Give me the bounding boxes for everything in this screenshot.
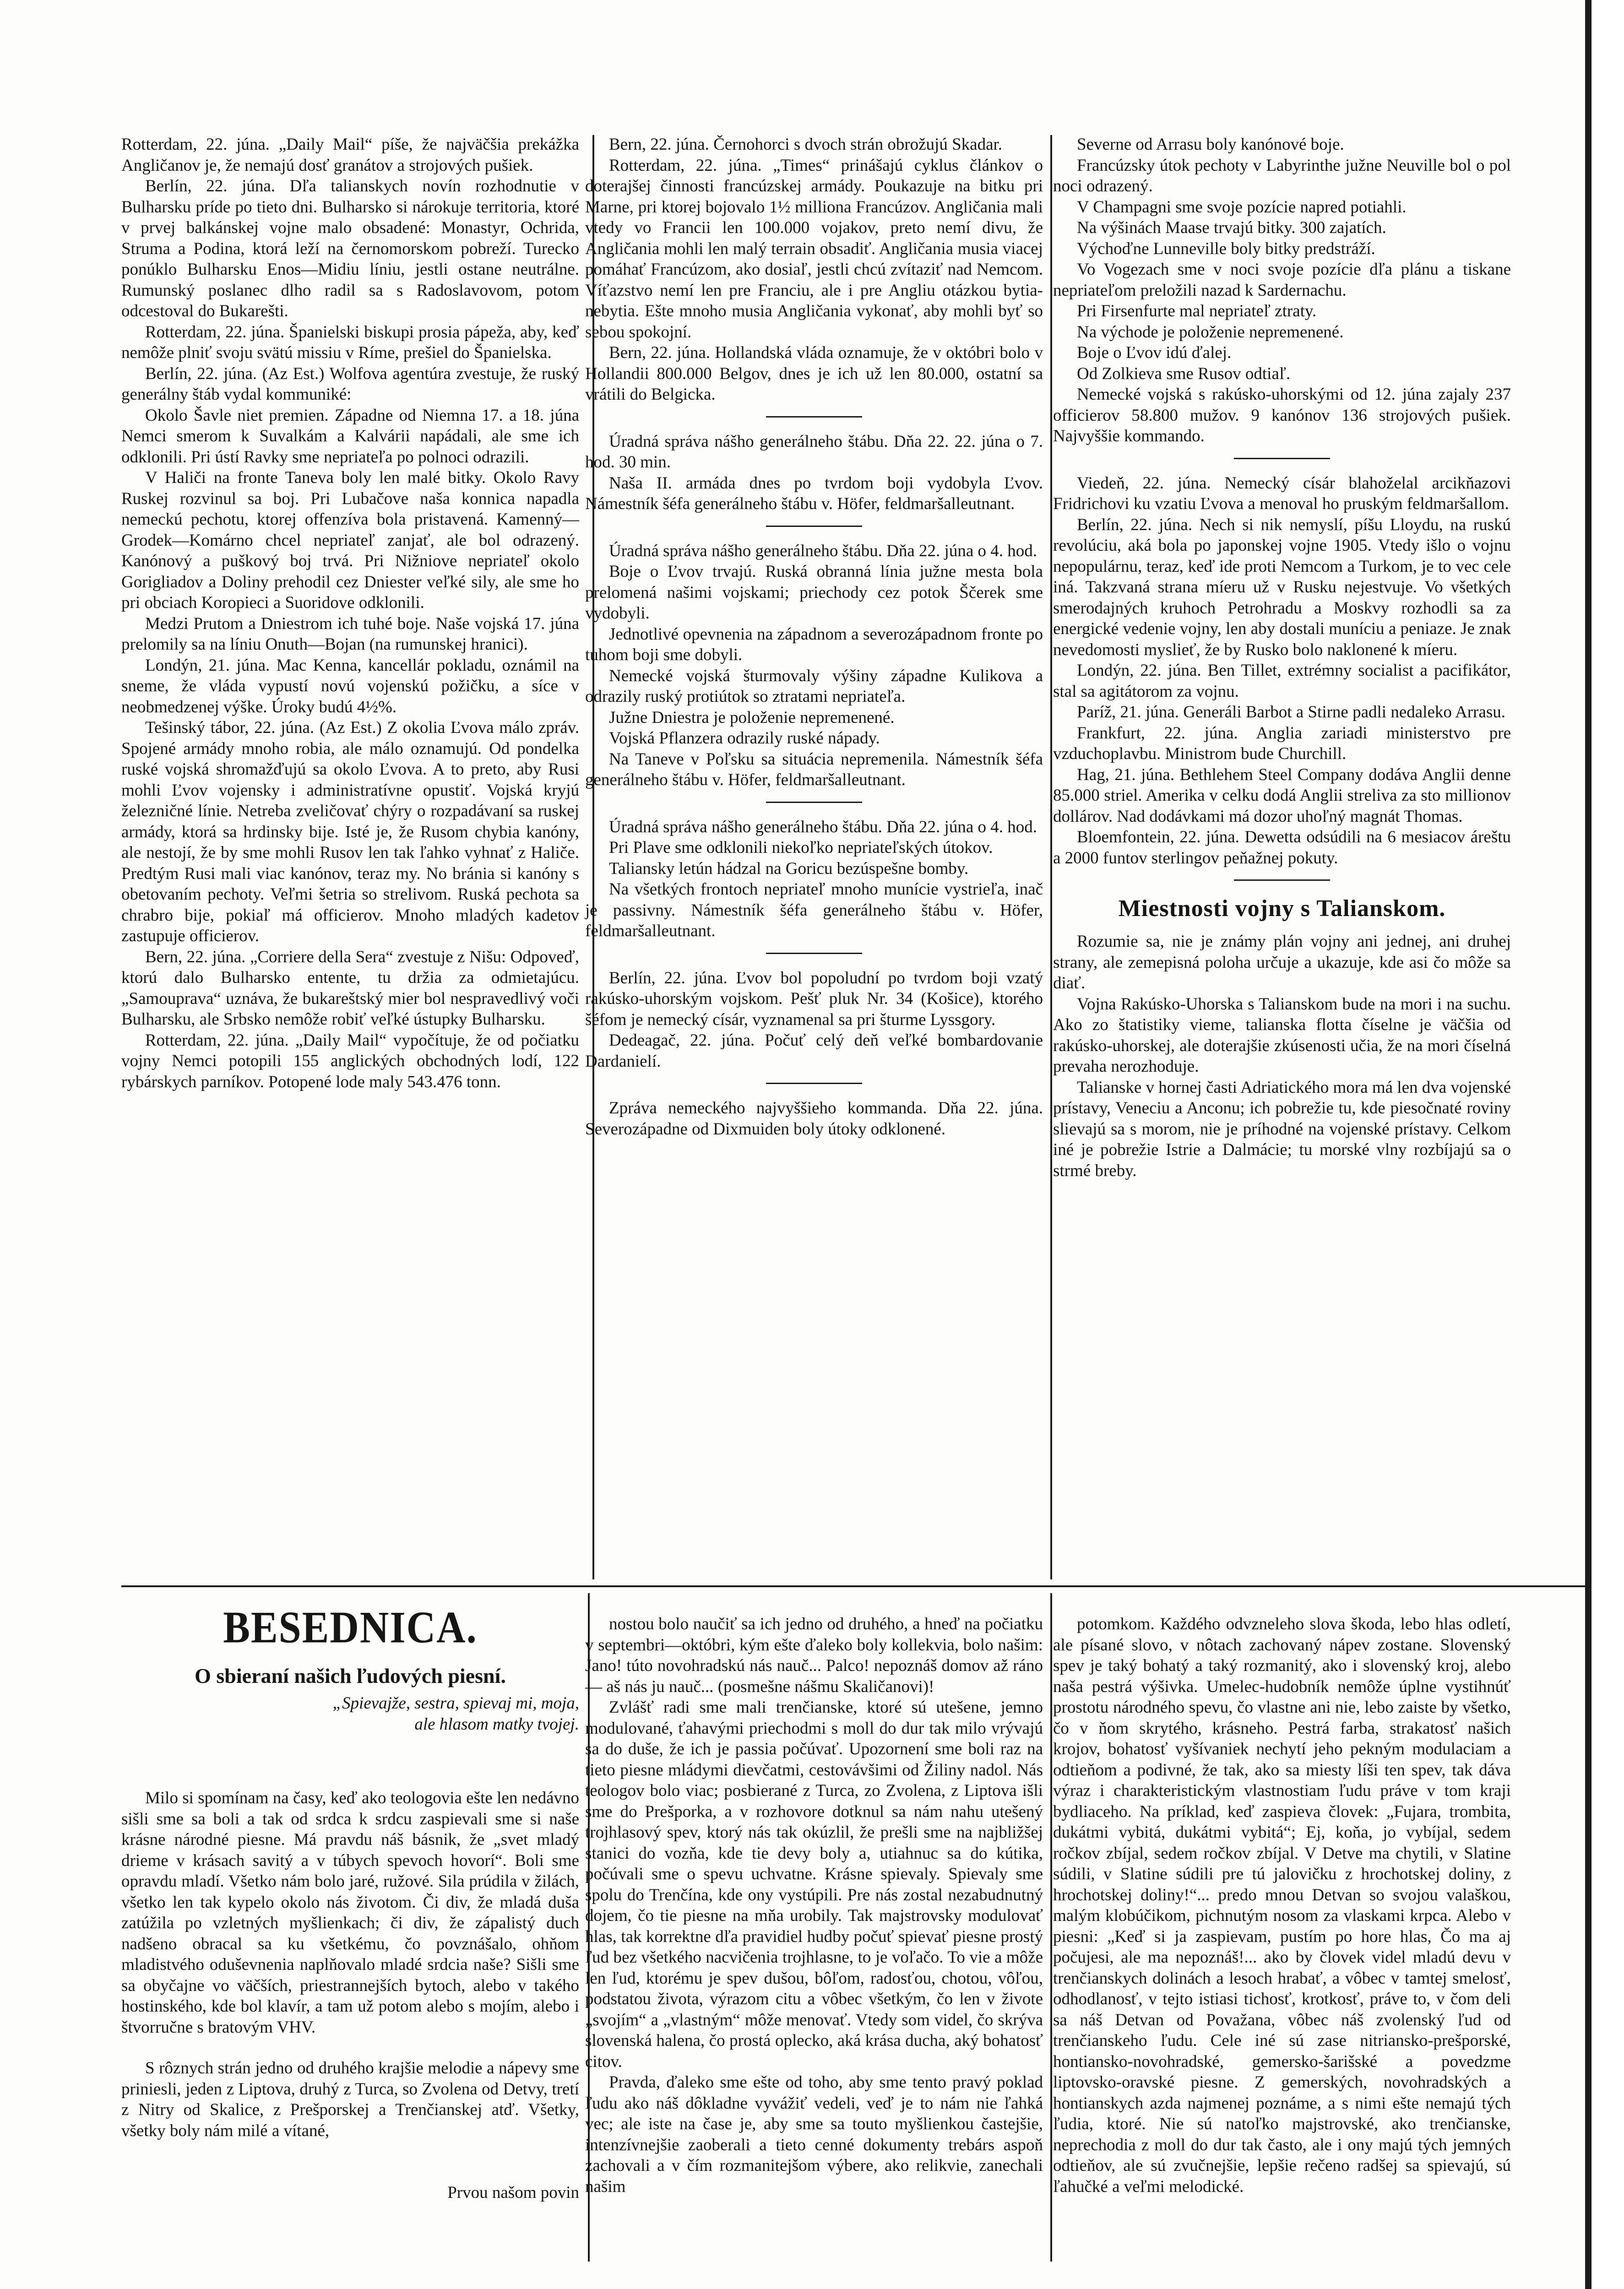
news-column-2 <box>585 134 1043 1139</box>
continuation-text: Prvou našom povin <box>447 2183 579 2202</box>
section-rule <box>766 526 862 527</box>
feuilleton-column-1 <box>121 1788 579 2203</box>
news-item: Bern, 22. júna. Hollandská vláda oznamuje, že v októbri bolo v Hollandii 800.000 Belgov, dnes je ich už len 80.000, ostatní sa vrátili do Belgicka. <box>585 343 1043 404</box>
news-item: Londýn, 22. júna. Ben Tillet, extrémny socialist a pacifikátor, stal sa agitátorom za vojnu. <box>1053 661 1511 701</box>
news-item: Okolo Šavle niet premien. Západne od Niemna 17. a 18. júna Nemci smerom k Suvalkám a Kalvárii napádali, ale sme ich odklonili. Pri ústí Ravky sme nepriateľa po polnoci odrazili. <box>121 406 579 466</box>
feuilleton-paragraph: Milo si spomínam na časy, keď ako teologovia ešte len nedávno sišli sme sa boli a tak od srdca k srdcu zaspievali sme si naše krásne národné piesne. Má pravdu náš básnik, že „svet mladý drieme v krásach savitý a v túbych spevoch hovorí“. Boli sme opravdu mladí. Všetko nám bolo jaré, ružové. Sila prúdila v žilách, všetko len tak kypelo okolo nás životom. Či div, že mladá duša zatúžila po vzletných myšlienkach; či div, že zápalistý duch nadšeno obracal sa ku všetkému, čo povznášalo, ohňom mladistvého oduševnenia naplňovalo mladé srdcia naše? Sišli sme sa obyčajne vo väčších, priestrannejších bytoch, alebo v takého hostinského, kde bol klavír, a tam už potom alebo s mojím, alebo i štvorručne s bratovým VHV. <box>121 1789 579 2037</box>
news-item: Vo Vogezach sme v noci svoje pozície dľa plánu a tiskane nepriateľom preložili nazad k Sardernachu. <box>1053 260 1511 300</box>
news-item: Berlín, 22. júna. Nech si nik nemyslí, píšu Lloydu, na ruskú revolúciu, aká bola po japonskej vojne 1905. Vtedy išlo o vojnu nepopulárnu, teraz, keď ide proti Nemcom a Turkom, je to vec cele iná. Takzvaná strana míeru už v Rusku nejestvuje. Vo všetkých smerodajných kruhoch Petrohradu a Moskvy rozhodli sa za energické vedenie vojny, len aby dostali muníciu a peniaze. Je znak nevedomosti myslieť, že by Rusko bolo naklonené k míeru. <box>1053 515 1511 659</box>
news-item: Rotterdam, 22. júna. „Times“ prinášajú cyklus článkov o doterajšej činnosti francúzskej armády. Poukazuje na bitku pri Marne, pri ktorej bojovalo 1½ milliona Francúzov. Angličania mali vtedy vo Francii len 100.000 vojakov, preto nemí divu, že Angličania mohli len malý terrain obsadiť. Angličania musia viacej pomáhať Francúzom, ako dosiaľ, jestli chcú zvítaziť nad Nemcom. Víťazstvo nemí len pre Franciu, ale i pre Angliu otázkou bytia-nebytia. Ešte mnoho musia Angličania vykonať, aby mohli byť so sebou spokojní. <box>585 156 1043 342</box>
news-item: Londýn, 21. júna. Mac Kenna, kancellár pokladu, oznámil na sneme, že vláda vypustí novú vojenskú požičku, a síce v neobmedzenej výške. Úroky budú 4½%. <box>121 656 579 716</box>
news-item: Na všetkých frontoch nepriateľ mnoho munície vystrieľa, inač je passivny. Námestník šéfa generálneho štábu v. Höfer, feldmaršalleutnant. <box>585 880 1043 940</box>
news-item: Berlín, 22. júna. (Az Est.) Wolfova agentúra zvestuje, že ruský generálny štáb vydal kommuniké: <box>121 364 579 404</box>
news-item: Bern, 22. júna. „Corriere della Sera“ zvestuje z Nišu: Odpoveď, ktorú dalo Bulharsko entente, tu držia za odmietajúcu. „Samouprava“ uznáva, že bukareštský mier bol nespravedlivý voči Bulharsku, ale Srbsko nemôže robiť veľké ústupky Bulharsku. <box>121 947 579 1029</box>
motto-line: ale hlasom matky tvojej. <box>414 1714 579 1734</box>
news-item: Južne Dniestra je položenie nepremenené. <box>609 708 895 727</box>
feuilleton-title: BESEDNICA. <box>223 1603 478 1653</box>
news-item: Nemecké vojská šturmovaly výšiny západne Kulikova a odrazily ruský protiútok so ztratami nepriateľa. <box>585 666 1043 706</box>
section-rule <box>766 953 862 954</box>
news-item: Hag, 21. júna. Bethlehem Steel Company dodáva Anglii denne 85.000 striel. Amerika v celku dodá Anglii streliva za sto millionov dollárov. Nad dodávkami má dozor uhoľný magnát Thomas. <box>1053 765 1511 826</box>
section-rule <box>766 1083 862 1084</box>
news-item: Pri Plave sme odklonili niekoľko nepriateľských útokov. <box>609 838 993 857</box>
news-item: Vojská Pflanzera odrazily ruské nápady. <box>609 729 880 748</box>
news-item: Talianske v hornej časti Adriatického mora má len dva vojenské prístavy, Veneciu a Anconu; ich pobrežie tu, kde piesočnaté roviny slievajú sa s morom, nie je príhodné na vojenské prístavy. Celkom iné je pobrežie Istrie a Dalmácie; tu morské vlny rozbíjajú sa o strmé breby. <box>1053 1078 1511 1180</box>
scan-border <box>1585 0 1591 2289</box>
news-item: Rotterdam, 22. júna. „Daily Mail“ vypočítuje, že od počiatku vojny Nemci potopili 155 anglických obchodných lodí, 122 rybárskych parníkov. Potopené lode maly 543.476 tonn. <box>121 1031 579 1091</box>
feuilleton-paragraph: nostou bolo naučiť sa ich jedno od druhého, a hneď na počiatku v septembri—októbri, kým ešte ďaleko boly kollekvia, bolo našim: Jano! túto novohradskú nás nauč... Palco! nepoznáš domov až ráno — aš nás ju nauč... (posmešne nášmu Skaličanovi)! <box>585 1615 1043 1696</box>
section-heading: Miestnosti vojny s Talianskom. <box>1118 895 1446 922</box>
news-item: Taliansky letún hádzal na Goricu bezúspešne bomby. <box>609 859 969 878</box>
news-item: Boje o Ľvov idú ďalej. <box>1077 343 1232 362</box>
news-item: Viedeň, 22. júna. Nemecký císár blahoželal arcikňazovi Fridrichovi ku vzatiu Ľvova a menoval ho pruským feldmaršallom. <box>1053 473 1511 513</box>
news-item: Zpráva nemeckého najvyššieho kommanda. Dňa 22. júna. Severozápadne od Dixmuiden boly útoky odklonené. <box>585 1099 1043 1139</box>
feuilleton-rule-2 <box>1050 1593 1052 2262</box>
news-item: Naša II. armáda dnes po tvrdom boji vydobyla Ľvov. Námestník šéfa generálneho štábu v. Höfer, feldmaršalleutnant. <box>585 473 1043 513</box>
news-item: Berlín, 22. júna. Ľvov bol popoludní po tvrdom boji vzatý rakúsko-uhorským vojskom. Pešť pluk Nr. 34 (Košice), ktorého šéfom je nemecký císár, vyznamenal sa pri šturme Lyssgory. <box>585 968 1043 1029</box>
feuilleton-paragraph: S rôznych strán jedno od druhého krajšie melodie a nápevy sme priniesli, jeden z Liptova, druhý z Turca, so Zvolena od Detvy, tretí z Nitry od Skalice, z Prešporskej a Trenčianskej atď. Všetky, všetky boly nám milé a vítané, <box>121 2059 579 2140</box>
feuilleton-separator <box>121 1585 1586 1587</box>
news-column-1 <box>121 134 579 1092</box>
section-rule <box>766 416 862 418</box>
news-item: V Haliči na fronte Taneva boly len malé bitky. Okolo Ravy Ruskej rozvinul sa boj. Pri Lubačove naša konnica napadla nemeckú pechotu, ktorej offenzíva bola pristavená. Kamenný—Grodek—Komárno chcel nepriateľ zanjať, ale bol odrazený. Kanónový a puškový boj trvá. Pri Nižniove nepriateľ okolo Gorigliadov a Doliny prehodil cez Dniester veľké sily, ale sme ho pri obciach Koropieci a Suoridove odklonili. <box>121 468 579 612</box>
section-rule <box>1234 879 1330 881</box>
news-item: Jednotlivé opevnenia na západnom a severozápadnom fronte po tuhom boji sme dobyli. <box>585 624 1043 664</box>
news-item: Na výšinách Maase trvajú bitky. 300 zajatích. <box>1077 218 1386 237</box>
news-item: Od Zolkieva sme Rusov odtiaľ. <box>1077 364 1291 383</box>
news-item: Rotterdam, 22. júna. Španielski biskupi prosia pápeža, aby, keď nemôže plniť svoju svätú missiu v Ríme, prešiel do Španielska. <box>121 322 579 362</box>
news-item: Úradná správa nášho generálneho štábu. Dňa 22. 22. júna o 7. hod. 30 min. <box>585 432 1043 472</box>
news-item: Úradná správa nášho generálneho štábu. Dňa 22. júna o 4. hod. <box>609 817 1037 836</box>
news-item: Nemecké vojská s rakúsko-uhorskými od 12. júna zajaly 237 officierov 58.800 mužov. 9 kanónov 136 strojových pušiek. Najvyššie kommando. <box>1053 385 1511 445</box>
feuilleton-column-2 <box>585 1614 1043 2197</box>
news-item: Rotterdam, 22. júna. „Daily Mail“ píše, že najväčšia prekážka Angličanov je, že nemajú dosť granátov a strojových pušiek. <box>121 135 579 175</box>
news-item: Úradná správa nášho generálneho štábu. Dňa 22. júna o 4. hod. <box>609 541 1037 560</box>
section-rule <box>766 802 862 803</box>
scan-margin <box>1591 0 1624 2289</box>
section-rule <box>1234 458 1330 459</box>
news-item: Dedeagač, 22. júna. Počuť celý deň veľké bombardovanie Dardanielí. <box>585 1031 1043 1071</box>
news-item: Na východe je položenie nepremenené. <box>1077 322 1344 342</box>
news-item: Výchoďne Lunneville boly bitky predstráží. <box>1077 239 1375 258</box>
news-item: Berlín, 22. júna. Dľa talianskych novín rozhodnutie v Bulharsku príde po tieto dni. Bulharsko si nárokuje territoria, ktoré v prvej balkánskej vojne malo obsadené: Monastyr, Ochrida, Struma a Podina, ktorá leží na černomorskom pobreží. Turecko ponúklo Bulharsku Enos—Midiu líniu, jestli ostane neutrálne. Rumunský poslanec dlho radil sa s Radoslavovom, potom odcestoval do Bukarešti. <box>121 177 579 320</box>
news-item: Pri Firsenfurte mal nepriateľ ztraty. <box>1077 302 1317 320</box>
motto-line: „Spievajže, sestra, spievaj mi, moja, <box>332 1694 579 1713</box>
feuilleton-subtitle: O sbieraní našich ľudových piesní. <box>195 1664 506 1687</box>
news-item: Severne od Arrasu boly kanónové boje. <box>1077 135 1344 154</box>
feuilleton-column-3 <box>1053 1614 1511 2197</box>
feuilleton-paragraph: Pravda, ďaleko sme ešte od toho, aby sme tento pravý poklad ľudu ako náš dôkladne vyvážiť vedeli, veď je to nám nie ľahká vec; ale iste na čase je, aby sme sa touto myšlienkou častejšie, intenzívnejšie zaoberali a tieto cenné dokumenty trebárs aspoň zachovali a v čím rozmanitejšom výbere, ako relikvie, zanechali našim <box>585 2073 1043 2196</box>
news-item: Vojna Rakúsko-Uhorska s Talianskom bude na mori i na suchu. Ako zo štatistiky vieme, talianska flotta číselne je väčšia od rakúsko-uhorskej, ale doterajšie zkúsenosti učia, že na mori číselná prevaha nerozhoduje. <box>1053 994 1511 1076</box>
news-item: Rozumie sa, nie je známy plán vojny ani jednej, ani druhej strany, ale zemepisná poloha určuje a ukazuje, kde asi čo môže sa diať. <box>1053 932 1511 993</box>
news-item: Boje o Ľvov trvajú. Ruská obranná línia južne mesta bola prelomená našimi vojskami; priechody cez potok Ščerek sme vydobyli. <box>585 562 1043 623</box>
feuilleton-paragraph: potomkom. Každého odvzneleho slova škoda, lebo hlas odletí, ale písané slovo, v nôtach zachovaný nápev zostane. Slovenský spev je taký bohatý a taký rozmanitý, ako i slovenský kroj, alebo naša pestrá výšivka. Umelec-hudobník nemôže úplne vystihnúť prostotu národného spevu, čo vlastne ani nie, lebo zaiste by všetko, čo v ňom skrytého, krásneho. Pestrá farba, strakatosť našich krojov, bohatosť vyšívaniek nechytí jeho pekným modulaciam a odtieňom a podivné, že tak, ako sa miesty líši ten spev, tak dáva výraz i charakteristickým vlastnostiam ľudu práve v tom kraji bydliaceho. Na príklad, keď zaspieva človek: „Fujara, trombita, dukátmi vybitá, dukátmi vybitá“; Ej, koňa, jo vybíjal, sedem ročkov zbíjal, sedem ročkov zbíjal. V Detve ma chytili, v Slatine súdili, v Slatine súdili pre tú jalovičku z hrochotskej doliny, z hrochotskej doliny!“... predo mnou Detvan so svojou valaškou, malým klobúčikom, pichnutým nosom za vlaskami krpca. Alebo v piesni: „Keď si ja zaspievam, pustím po hore hlas, Čo ma aj počujesi, ale ma nepoznáš!... ako by človek videl mladú devu v trenčianskych dolinách a lesoch hrabať, a vôbec v tamtej smelosť, odhodlanosť, v tejto istiasi tichosť, krotkosť, práve to, v čom deli sa náš Detvan od Považana, vôbec náš zvolenský ľud od trenčianskeho ľudu. Cele iné sú zase nitriansko-prešporské, hontiansko-novohradské, gemersko-šarišské a povedzme liptovsko-oravské piesne. Z gemerských, novohradských a hontianskych azda najmenej poznáme, a s nimi ešte nemajú tých ľudia, ktoré. Nie sú natoľko majstrovské, ako trenčianske, neprechodia z moll do dur tak často, ale i ony majú tých jemných odtieňov, ale sú zvučnejšie, lepšie rečeno radšej sa spievajú, sú ľahučké a veľmi melodické. <box>1053 1615 1511 2196</box>
feuilleton-header <box>121 1603 579 1735</box>
news-column-3 <box>1053 134 1511 1181</box>
column-rule-2 <box>1050 135 1052 1579</box>
news-item: V Champagni sme svoje pozície napred potiahli. <box>1077 197 1407 217</box>
news-item: Tešinský tábor, 22. júna. (Az Est.) Z okolia Ľvova málo zpráv. Spojené armády mnoho robia, ale málo oznamujú. Od pondelka ruské vojská shromažďujú sa okolo Ľvova. A to preto, aby Rusi mohli Ľvov vojensky i administratívne opustiť. Vojská kryjú železničné línie. Netreba zveličovať chýry o rozpadávaní sa ruskej armády, ktorá sa hrdinsky bije. Isté je, že Rusom chybia kanóny, ale nestojí, že by sme mohli Rusov len tak ľahko vyhnať z Haliče. Predtým Rusi mali viac kanónov, teraz my. No bránia si kanóny s obetovaním pechoty. Veľmi šetria so strelivom. Ruská pechota sa chrabro bije, pokiaľ má officierov. Mnoho mladých kadetov zastupuje officierov. <box>121 718 579 945</box>
news-item: Bern, 22. júna. Černohorci s dvoch strán obrožujú Skadar. <box>609 135 1003 154</box>
news-item: Na Taneve v Poľsku sa situácia nepremenila. Námestník šéfa generálneho štábu v. Höfer, feldmaršalleutnant. <box>585 749 1043 789</box>
news-item: Francúzsky útok pechoty v Labyrinthe južne Neuville bol o pol noci odrazený. <box>1053 156 1511 195</box>
feuilleton-paragraph: Zvlášť radi sme mali trenčianske, ktoré sú utešene, jemno modulované, ťahavými priechodmi s moll do dur tak milo vrývajú sa do duše, že ich je passia počúvať. Upozornení sme boli raz na tieto piesne mládymi dievčatmi, cestovávšimi od Žiliny nadol. Nás teologov bolo viac; posbierané z Turca, zo Zvolena, z Liptova išli sme do Prešporka, a v rozhovore dotknul sa nám nahu utešený trojhlasový spev, ktorý nás tak okúzlil, že prešli sme na najbližšej stanici do vozňa, kde tie devy boly a, utiahnuc sa do kútika, počúvali sme o spevu uchvatne. Krásne spievaly. Spievaly sme spolu do Trenčína, kde ony vystúpili. Pre nás zostal nezabudnutný dojem, čo tie piesne na mňa urobily. Tak majstrovsky modulovať hlas, tak korrektne dľa pravidiel hudby počuť spievať piesne prostý ľud bez všetkého nacvičenia trojhlasne, to je voľačo. To vie a môže len ľud, ktorému je spev dušou, bôľom, radosťou, chotou, vôľou, podstatou života, výrazom citu a vôbec všetkým, čo len v živote „svojím“ a „vlastným“ môže menovať. Vtedy som videl, čo skrýva slovenská halena, čo prostá opleckо, aká krása ducha, aký bohatosť citov. <box>585 1698 1043 2071</box>
news-item: Bloemfontein, 22. júna. Dewetta odsúdili na 6 mesiacov áreštu a 2000 funtov sterlingov peňažnej pokuty. <box>1053 828 1511 868</box>
news-item: Frankfurt, 22. júna. Anglia zariadi ministerstvo pre vzduchoplavbu. Ministrom bude Churchill. <box>1053 723 1511 763</box>
news-item: Paríž, 21. júna. Generáli Barbot a Stirne padli nedaleko Arrasu. <box>1077 703 1506 721</box>
news-item: Medzi Prutom a Dniestrom ich tuhé boje. Naše vojská 17. júna prelomily sa na líniu Onuth—Bojan (na rumunskej hranici). <box>121 614 579 654</box>
